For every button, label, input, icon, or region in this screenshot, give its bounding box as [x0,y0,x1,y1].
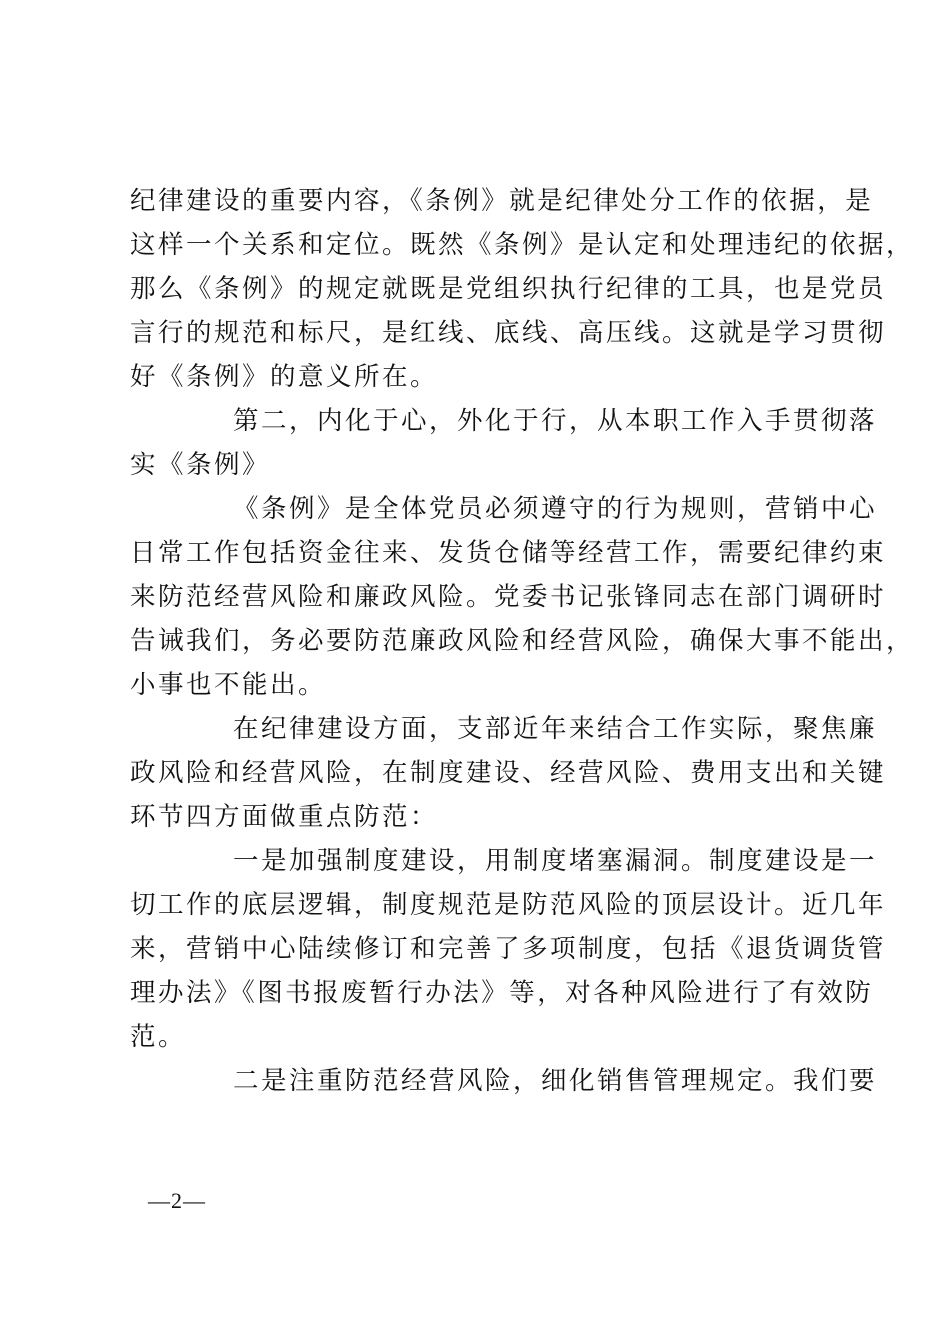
text-line: 告诫我们，务必要防范廉政风险和经营风险，确保大事不能出， [130,626,915,656]
document-body [130,179,915,1103]
text-line: 来，营销中心陆续修订和完善了多项制度，包括《退货调货管 [130,934,887,964]
text-line: 一是加强制度建设，用制度堵塞漏洞。制度建设是一 [233,846,878,876]
text-line: 二是注重防范经营风险，细化销售管理规定。我们要 [233,1066,878,1096]
text-line: 小事也不能出。 [130,670,327,700]
text-line: 切工作的底层逻辑，制度规范是防范风险的顶层设计。近几年 [130,890,887,920]
text-line: 实《条例》 [130,450,271,480]
text-line: 纪律建设的重要内容，《条例》就是纪律处分工作的依据，是 [130,186,874,216]
text-line: 那么《条例》的规定就既是党组织执行纪律的工具，也是党员 [130,274,887,304]
text-line: 政风险和经营风险，在制度建设、经营风险、费用支出和关键 [130,758,887,788]
text-line: 在纪律建设方面，支部近年来结合工作实际，聚焦廉 [233,714,878,744]
text-line: 范。 [130,1022,187,1052]
text-line: 好《条例》的意义所在。 [130,362,439,392]
text-line: 理办法》《图书报废暂行办法》等，对各种风险进行了有效防 [130,978,874,1008]
text-line: 第二，内化于心，外化于行，从本职工作入手贯彻落 [233,406,878,436]
text-line: 言行的规范和标尺，是红线、底线、高压线。这就是学习贯彻 [130,318,887,348]
page-number: —2— [148,1188,206,1213]
text-line: 环节四方面做重点防范： [130,802,439,832]
text-line: 来防范经营风险和廉政风险。党委书记张锋同志在部门调研时 [130,582,887,612]
text-line: 这样一个关系和定位。既然《条例》是认定和处理违纪的依据， [130,230,915,260]
text-line: 《条例》是全体党员必须遵守的行为规则，营销中心 [233,494,878,524]
text-line: 日常工作包括资金往来、发货仓储等经营工作，需要纪律约束 [130,538,887,568]
